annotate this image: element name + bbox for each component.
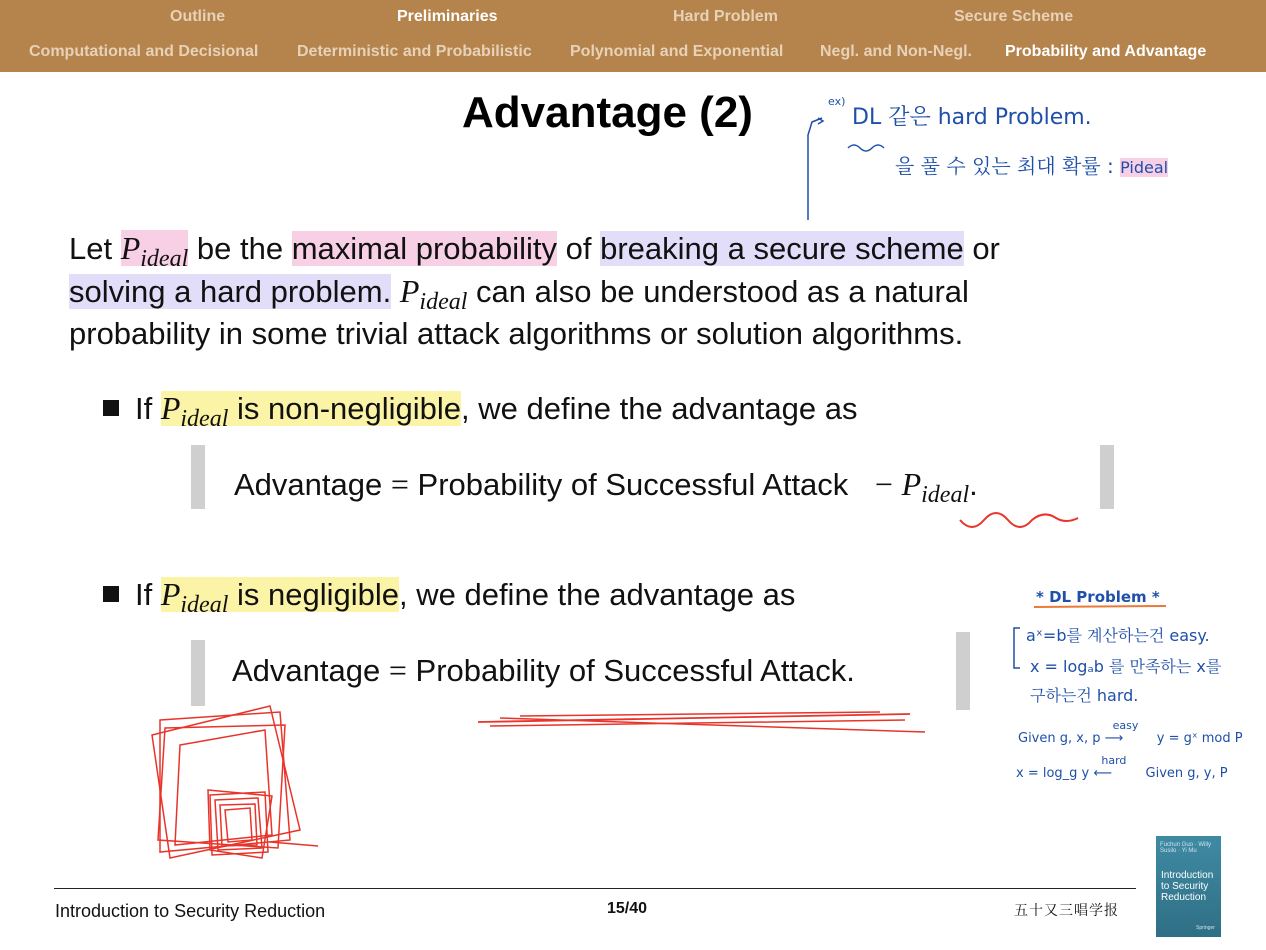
note-dl-line-1: aˣ=b를 계산하는건 easy.	[1026, 626, 1210, 645]
bullet-square-icon	[103, 586, 119, 602]
bullet-square-icon	[103, 400, 119, 416]
nav-sub-probability[interactable]: Probability and Advantage	[1005, 43, 1207, 60]
equation-bracket-right	[956, 632, 970, 710]
highlight-non-negligible: $P_{ideal}$ is non-negligible	[160, 390, 462, 432]
intro-line-1: Let $P_{ideal}$ be the maximal probability of breaking a secure scheme or	[69, 230, 1000, 272]
p-ideal-symbol: $P_{ideal}$	[901, 466, 970, 508]
highlight-negligible: $P_{ideal}$ is negligible	[160, 576, 399, 618]
intro-text: Let	[69, 231, 121, 266]
red-scribble	[152, 706, 318, 858]
note-max-probability: 을 풀 수 있는 최대 확률 : Pideal	[895, 154, 1169, 178]
dl-title-underline	[1034, 606, 1166, 607]
bullet-negligible: If $P_{ideal}$ is negligible, we define the advantage as	[103, 576, 795, 619]
slide-title: Advantage (2)	[462, 88, 753, 137]
red-squiggle-underline	[960, 513, 1078, 527]
note-given-easy: Given g, x, p easy ⟶ y = gˣ mod P	[1018, 719, 1243, 746]
equation-bracket-right	[1100, 445, 1114, 509]
note-squiggle	[848, 145, 884, 151]
equation-bracket-left	[191, 445, 205, 509]
footer-divider	[54, 888, 1136, 889]
nav-sub-negl[interactable]: Negl. and Non-Negl.	[820, 43, 972, 60]
note-dl-line-3: 구하는건 hard.	[1030, 686, 1139, 705]
note-dl-hard-problem: DL 같은 hard Problem.	[852, 105, 1092, 130]
highlight-maximal-probability: maximal probability	[291, 231, 558, 266]
nav-sub-polynomial[interactable]: Polynomial and Exponential	[570, 43, 784, 60]
p-ideal-symbol: $P_{ideal}$	[120, 230, 189, 272]
nav-section-outline[interactable]: Outline	[170, 8, 226, 25]
intro-line-2: solving a hard problem. $P_{ideal}$ can also be understood as a natural	[69, 273, 969, 315]
bullet-non-negligible: If $P_{ideal}$ is non-negligible, we define the advantage as	[103, 390, 857, 433]
note-dl-line-2: x = logₐb 를 만족하는 x를	[1030, 657, 1222, 676]
equation-non-negligible: Advantage = Probability of Successful Attack − $P_{ideal}$.	[234, 466, 978, 508]
red-underline-stroke	[478, 714, 910, 722]
nav-section-secure-scheme[interactable]: Secure Scheme	[954, 8, 1074, 25]
footer-course-title: Introduction to Security Reduction	[55, 901, 326, 921]
nav-section-preliminaries[interactable]: Preliminaries	[397, 8, 498, 25]
nav-section-hard-problem[interactable]: Hard Problem	[673, 8, 778, 25]
footer-calligraphy-logo: 五十又三唱学报	[1014, 903, 1119, 919]
book-cover-image: Fuchun Guo · Willy Susilo · Yi Mu Introduction to Security Reduction Springer	[1156, 836, 1221, 937]
note-ex: ex)	[828, 95, 846, 108]
highlight-solving-problem: solving a hard problem.	[69, 274, 392, 309]
subsection-nav	[0, 41, 1266, 63]
dl-bracket	[1014, 628, 1020, 668]
intro-line-3: probability in some trivial attack algorithms or solution algorithms.	[69, 316, 964, 351]
equation-negligible: Advantage = Probability of Successful Attack.	[232, 652, 855, 688]
nav-sub-deterministic[interactable]: Deterministic and Probabilistic	[297, 43, 532, 60]
equation-bracket-left	[191, 640, 205, 706]
note-given-hard: x = log_g y hard ⟵ Given g, y, P	[1016, 754, 1228, 781]
page-number: 15/40	[607, 900, 648, 917]
p-ideal-symbol: $P_{ideal}$	[399, 273, 468, 315]
section-nav	[0, 6, 1266, 28]
note-connector-line	[808, 118, 822, 220]
navigation-bar	[0, 0, 1266, 72]
note-dl-problem-title: * DL Problem *	[1036, 588, 1160, 606]
nav-sub-computational[interactable]: Computational and Decisional	[29, 43, 259, 60]
highlight-breaking-scheme: breaking a secure scheme	[600, 231, 964, 266]
